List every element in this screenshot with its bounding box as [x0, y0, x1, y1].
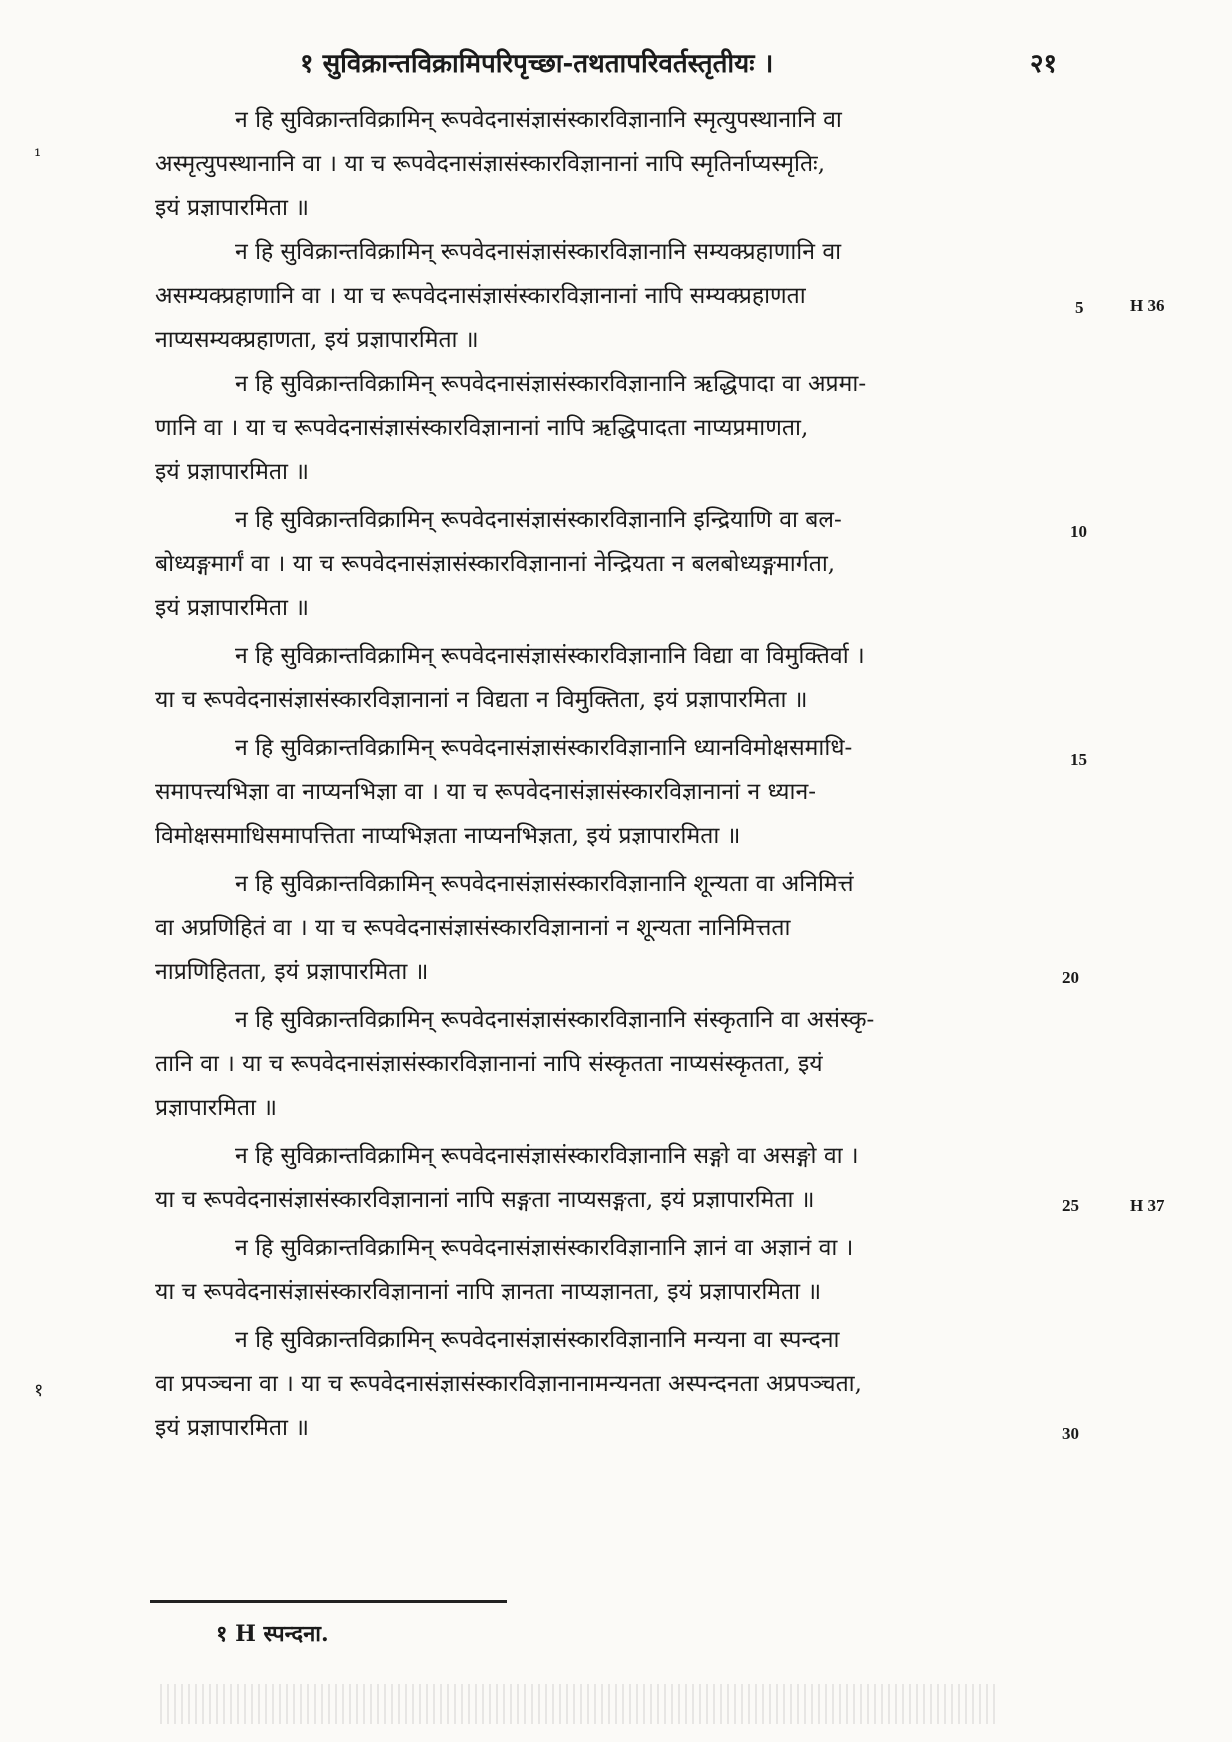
text-line: न हि सुविक्रान्तविक्रामिन् रूपवेदनासंज्ञासंस्कारविज्ञानानि सङ्गो वा असङ्गो वा । [235, 1143, 859, 1169]
text-line: प्रज्ञापारमिता ॥ [155, 1095, 278, 1121]
running-header [300, 44, 1060, 84]
line-number: 30 [1062, 1424, 1079, 1443]
line-number: 15 [1070, 750, 1087, 769]
text-line: इयं प्रज्ञापारमिता ॥ [155, 195, 310, 221]
text-line: न हि सुविक्रान्तविक्रामिन् रूपवेदनासंज्ञासंस्कारविज्ञानानि शून्यता वा अनिमित्तं [235, 871, 854, 897]
text-line: असम्यक्प्रहाणानि वा । या च रूपवेदनासंज्ञासंस्कारविज्ञानानां नापि सम्यक्प्रहाणता [155, 283, 806, 309]
text-line: इयं प्रज्ञापारमिता ॥ [155, 1415, 310, 1441]
left-margin-mark: १ [34, 1380, 44, 1401]
text-line: न हि सुविक्रान्तविक्रामिन् रूपवेदनासंज्ञासंस्कारविज्ञानानि विद्या वा विमुक्तिर्वा । [235, 643, 865, 669]
text-line: न हि सुविक्रान्तविक्रामिन् रूपवेदनासंज्ञासंस्कारविज्ञानानि ऋद्धिपादा वा अप्रमा- [235, 371, 867, 397]
text-line: न हि सुविक्रान्तविक्रामिन् रूपवेदनासंज्ञासंस्कारविज्ञानानि संस्कृतानि वा असंस्कृ- [235, 1007, 875, 1033]
text-line: नाप्रणिहितता, इयं प्रज्ञापारमिता ॥ [155, 959, 429, 985]
text-line: नाप्यसम्यक्प्रहाणता, इयं प्रज्ञापारमिता ॥ [155, 327, 479, 353]
text-line: णानि वा । या च रूपवेदनासंज्ञासंस्कारविज्ञानानां नापि ऋद्धिपादता नाप्यप्रमाणता, [155, 415, 809, 441]
text-line: समापत्त्यभिज्ञा वा नाप्यनभिज्ञा वा । या च रूपवेदनासंज्ञासंस्कारविज्ञानानां न ध्यान- [155, 779, 816, 805]
text-line: न हि सुविक्रान्तविक्रामिन् रूपवेदनासंज्ञासंस्कारविज्ञानानि सम्यक्प्रहाणानि वा [235, 239, 842, 265]
line-number: 10 [1070, 522, 1087, 541]
text-line: बोध्यङ्गमार्गं वा । या च रूपवेदनासंज्ञासंस्कारविज्ञानानां नेन्द्रियता न बलबोध्यङ्गमार्गता, [155, 551, 836, 577]
margin-reference: H 37 [1130, 1196, 1165, 1215]
text-line: या च रूपवेदनासंज्ञासंस्कारविज्ञानानां नापि सङ्गता नाप्यसङ्गता, इयं प्रज्ञापारमिता ॥ [155, 1187, 815, 1213]
text-line: वा अप्रणिहितं वा । या च रूपवेदनासंज्ञासंस्कारविज्ञानानां न शून्यता नानिमित्तता [155, 915, 791, 941]
text-line: न हि सुविक्रान्तविक्रामिन् रूपवेदनासंज्ञासंस्कारविज्ञानानि ध्यानविमोक्षसमाधि- [235, 735, 853, 761]
text-line: वा प्रपञ्चना वा । या च रूपवेदनासंज्ञासंस्कारविज्ञानानामन्यनता अस्पन्दनता अप्रपञ्चता, [155, 1371, 862, 1397]
footnote: १ H स्पन्दना. [216, 1621, 329, 1647]
text-line: अस्मृत्युपस्थानानि वा । या च रूपवेदनासंज्ञासंस्कारविज्ञानानां नापि स्मृतिर्नाप्यस्मृतिः, [155, 151, 826, 177]
line-number: 25 [1062, 1196, 1079, 1215]
text-line: न हि सुविक्रान्तविक्रामिन् रूपवेदनासंज्ञासंस्कारविज्ञानानि मन्यना वा स्पन्दना [235, 1327, 840, 1353]
footnote-rule [150, 1600, 507, 1603]
margin-reference: H 36 [1130, 296, 1165, 315]
text-line: या च रूपवेदनासंज्ञासंस्कारविज्ञानानां नापि ज्ञानता नाप्यज्ञानता, इयं प्रज्ञापारमिता ॥ [155, 1279, 822, 1305]
line-number: 20 [1062, 968, 1079, 987]
text-line: या च रूपवेदनासंज्ञासंस्कारविज्ञानानां न विद्यता न विमुक्तिता, इयं प्रज्ञापारमिता ॥ [155, 687, 808, 713]
scan-noise [160, 1684, 1000, 1724]
text-line: न हि सुविक्रान्तविक्रामिन् रूपवेदनासंज्ञासंस्कारविज्ञानानि ज्ञानं वा अज्ञानं वा । [235, 1235, 854, 1261]
line-number: 5 [1075, 298, 1084, 317]
text-line: इयं प्रज्ञापारमिता ॥ [155, 595, 310, 621]
page-number: २१ [1030, 49, 1058, 79]
header-title: १ सुविक्रान्तविक्रामिपरिपृच्छा-तथतापरिवर्तस्तृतीयः । [300, 49, 774, 79]
text-line: इयं प्रज्ञापारमिता ॥ [155, 459, 310, 485]
text-line: न हि सुविक्रान्तविक्रामिन् रूपवेदनासंज्ञासंस्कारविज्ञानानि स्मृत्युपस्थानानि वा [235, 107, 842, 133]
left-margin-mark: ¹ [34, 146, 42, 167]
text-line: तानि वा । या च रूपवेदनासंज्ञासंस्कारविज्ञानानां नापि संस्कृतता नाप्यसंस्कृतता, इयं [155, 1051, 823, 1077]
text-line: न हि सुविक्रान्तविक्रामिन् रूपवेदनासंज्ञासंस्कारविज्ञानानि इन्द्रियाणि वा बल- [235, 507, 842, 533]
text-line: विमोक्षसमाधिसमापत्तिता नाप्यभिज्ञता नाप्यनभिज्ञता, इयं प्रज्ञापारमिता ॥ [155, 823, 741, 849]
